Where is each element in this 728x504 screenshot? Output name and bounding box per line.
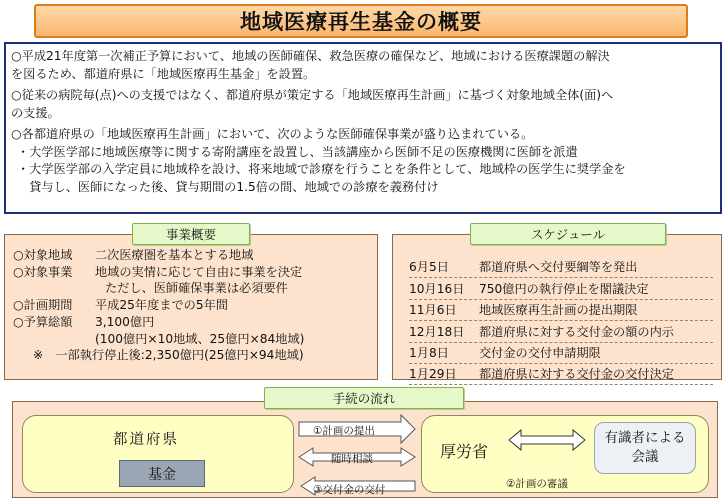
schedule-text: 交付金の交付申請期限	[479, 345, 601, 360]
jigyo-value: 二次医療圏を基本とする地域	[95, 248, 254, 262]
schedule-date: 10月16日	[409, 281, 465, 296]
jigyo-row-project	[13, 264, 304, 281]
schedule-date: 1月8日	[409, 345, 449, 360]
schedule-list	[409, 257, 713, 385]
overview-bullet: ・大学医学部に地域医療等に関する寄附講座を設置し、当該講座から医師不足の医療機関に医師を派遣	[17, 144, 578, 159]
expert-line: 有識者による	[604, 430, 686, 446]
overview-box	[4, 42, 722, 214]
schedule-text: 750億円の執行停止を閣議決定	[479, 281, 649, 296]
schedule-date: 6月5日	[409, 260, 449, 275]
overview-line: ○平成21年度第一次補正予算において、地域の医師確保、救急医療の確保など、地域における医療課題の解決	[11, 49, 610, 63]
schedule-row	[409, 257, 713, 278]
overview-bullets	[17, 144, 714, 197]
step3-label: ③交付金の交付	[313, 484, 386, 496]
schedule-row	[409, 321, 713, 342]
overview-para-3	[11, 126, 714, 196]
overview-bullet: 貸与し、医師になった後、貸与期間の1.5倍の間、地域での診療を義務付け	[17, 179, 439, 194]
overview-line: ○各都道府県の「地域医療再生計画」において、次のような医師確保事業が盛り込まれている。	[11, 127, 534, 141]
jigyo-value: 3,100億円	[95, 314, 155, 329]
schedule-panel	[392, 234, 722, 380]
jigyo-key: ○対象事業	[13, 264, 73, 279]
mhlw-expert-arrow	[509, 430, 585, 450]
flow-panel	[12, 401, 718, 498]
schedule-row	[409, 343, 713, 364]
schedule-date: 1月29日	[409, 367, 457, 382]
jigyo-row-budget	[13, 314, 304, 331]
step1-label: ①計画の提出	[313, 425, 375, 437]
jigyo-key: ○対象地域	[13, 248, 73, 262]
mhlw-label: 厚労省	[440, 442, 489, 461]
overview-line: の支援。	[11, 105, 60, 120]
overview-bullet: ・大学医学部の入学定員に地域枠を設け、将来地域で診療を行うことを条件として、地域枠の医学生に奨学金を	[17, 162, 626, 176]
page-title: 地域医療再生基金の概要	[34, 4, 688, 38]
schedule-text: 都道府県へ交付要綱等を発出	[479, 260, 638, 275]
schedule-date: 11月6日	[409, 303, 457, 318]
jigyo-key: ○計画期間	[13, 298, 73, 313]
fund-box: 基金	[119, 460, 205, 487]
schedule-text: 地域医療再生計画の提出期限	[479, 303, 638, 318]
overview-para-2	[11, 87, 714, 122]
jigyo-row-area	[13, 247, 304, 264]
overview-line: を図るため、都道府県に「地域医療再生基金」を設置。	[11, 66, 316, 81]
schedule-date: 12月18日	[409, 324, 465, 339]
jigyo-budget-detail: (100億円×10地域、25億円×84地域)	[95, 331, 305, 346]
jigyo-value: ただし、医師確保事業は必須要件	[105, 281, 288, 296]
flow-tab: 手続の流れ	[264, 387, 464, 409]
schedule-row	[409, 278, 713, 299]
schedule-text: 都道府県に対する交付金の額の内示	[479, 324, 674, 339]
schedule-text: 都道府県に対する交付金の交付決定	[479, 367, 674, 382]
prefecture-label: 都道府県	[113, 432, 179, 448]
jigyo-panel	[4, 234, 378, 380]
jigyo-value: 地域の実情に応じて自由に事業を決定	[95, 264, 303, 279]
jigyo-note: ※ 一部執行停止後:2,350億円(25億円×94地域)	[33, 348, 304, 363]
step2-label: ②計画の審議	[506, 478, 568, 490]
schedule-row	[409, 300, 713, 321]
overview-para-1	[11, 48, 714, 83]
expert-line: 会議	[631, 449, 659, 465]
schedule-row	[409, 364, 713, 385]
jigyo-row-period	[13, 297, 304, 314]
overview-line: ○従来の病院毎(点)への支援ではなく、都道府県が策定する「地域医療再生計画」に基づく対象地域全体(面)へ	[11, 88, 614, 102]
jigyo-tab: 事業概要	[132, 223, 250, 245]
jigyo-list	[13, 247, 304, 364]
consult-label: 随時相談	[331, 453, 373, 465]
jigyo-value: 平成25年度までの5年間	[95, 298, 228, 313]
jigyo-key: ○予算総額	[13, 314, 73, 329]
schedule-tab: スケジュール	[470, 223, 666, 245]
